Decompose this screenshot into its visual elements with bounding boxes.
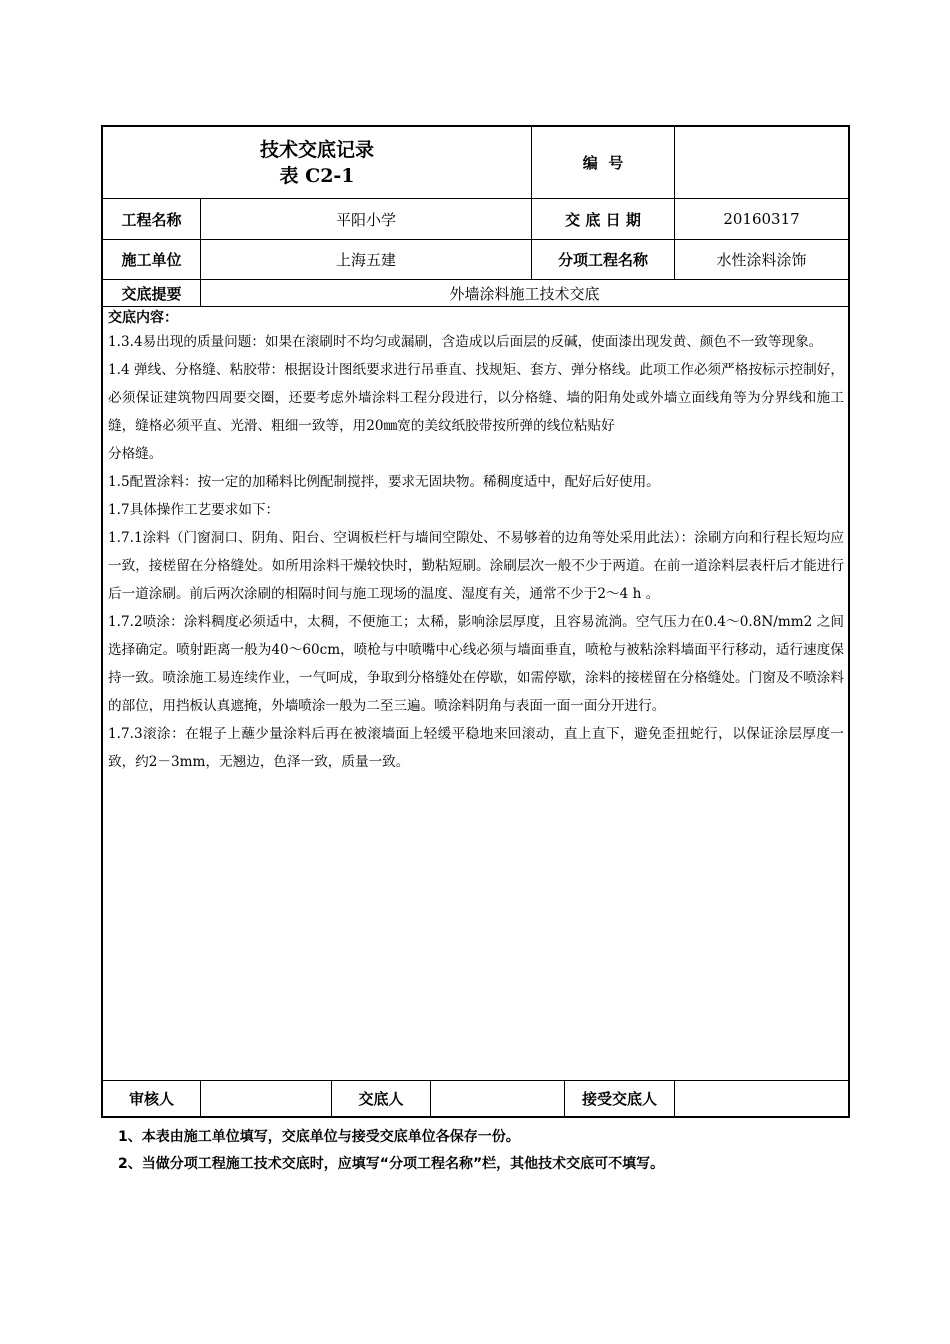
date-label: 交 底 日 期 [565,210,641,229]
project-name-label: 工程名称 [121,210,182,229]
content-paragraph: 1.4 弹线、分格缝、粘胶带：根据设计图纸要求进行吊垂直、找规矩、套方、弹分格线。此项工作必须严格按标示控制好，必须保证建筑物四周要交圈，还要考虑外墙涂料工程分段进行，以分格缝、墙的阳角处或外墙立面线角等为分界线和施工缝，缝格必须平直、光滑、粗细一致等，用20㎜宽的美纹纸胶带按所弹的线位粘贴好 [108,362,844,434]
receiver-field[interactable] [675,1081,848,1116]
summary-label: 交底提要 [121,284,182,303]
content-paragraph: 1.7具体操作工艺要求如下： [108,502,280,518]
discloser-field[interactable] [431,1081,564,1116]
content-paragraph: 1.7.2喷涂：涂料稠度必须适中，太稠，不便施工；太稀，影响涂层厚度，且容易流淌。空气压力在0.4～0.8N/mm2 之间选择确定。喷射距离一般为40～60cm，喷枪与中喷嘴中心线必须与墙面垂直，喷枪与被粘涂料墙面平行移动，适行速度保持一致。喷涂施工易连续作业，一气呵成，争取到分格缝处在停歇，如需停歇，涂料的接槎留在分格缝处。门窗及不喷涂料的部位，用挡板认真遮掩，外墙喷涂一般为二至三遍。喷涂料阴角与表面一面一面分开进行。 [108,614,844,714]
project-name-value[interactable]: 平阳小学 [335,210,396,229]
receiver-label: 接受交底人 [581,1090,657,1108]
content-paragraph: 1.3.4易出现的质量问题：如果在滚刷时不均匀或漏刷，含造成以后面层的反碱，使面漆出现发黄、颜色不一致等现象。 [108,334,823,350]
discloser-label: 交底人 [358,1090,404,1108]
content-paragraph: 1.7.3滚涂：在辊子上蘸少量涂料后再在被滚墙面上轻缓平稳地来回滚动，直上直下，避免歪扭蛇行，以保证涂层厚度一致，约2－3mm，无翘边，色泽一致，质量一致。 [108,726,844,770]
content-paragraph: 1.5配置涂料：按一定的加稀料比例配制搅拌，要求无固块物。稀稠度适中，配好后好使用。 [108,474,660,490]
form-number: 表 C2-1 [279,164,355,187]
sub-project-label: 分项工程名称 [557,251,648,269]
summary-value[interactable]: 外墙涂料施工技术交底 [449,284,600,303]
technical-disclosure-form [101,125,850,1118]
content-paragraph: 分格缝。 [108,446,163,462]
sub-project-value[interactable]: 水性涂料涂饰 [716,251,807,269]
footnote-1: 1、本表由施工单位填写，交底单位与接受交底单位各保存一份。 [118,1129,520,1145]
reviewer-field[interactable] [201,1081,331,1116]
serial-value[interactable] [675,127,848,198]
footnotes [118,1124,838,1178]
form-title-block [103,127,531,198]
serial-label: 编 号 [582,154,624,172]
content-label: 交底内容： [108,310,178,326]
reviewer-label: 审核人 [128,1090,174,1108]
unit-label: 施工单位 [121,251,182,269]
form-title: 技术交底记录 [259,138,374,161]
disclosure-content [108,308,844,776]
unit-value[interactable]: 上海五建 [335,251,396,269]
content-paragraph: 1.7.1涂料（门窗洞口、阴角、阳台、空调板栏杆与墙间空隙处、不易够着的边角等处采用此法）：涂刷方向和行程长短均应一致，接槎留在分格缝处。如所用涂料干燥较快时，勤粘短刷。涂刷层次一般不少于两道。在前一道涂料层表杆后才能进行后一道涂刷。前后两次涂刷的相隔时间与施工现场的温度、湿度有关，通常不少于2～4 h 。 [108,530,844,602]
footnote-2: 2、当做分项工程施工技术交底时，应填写“分项工程名称”栏，其他技术交底可不填写。 [118,1156,665,1172]
date-value[interactable]: 20160317 [723,210,800,228]
row-divider [103,306,848,307]
